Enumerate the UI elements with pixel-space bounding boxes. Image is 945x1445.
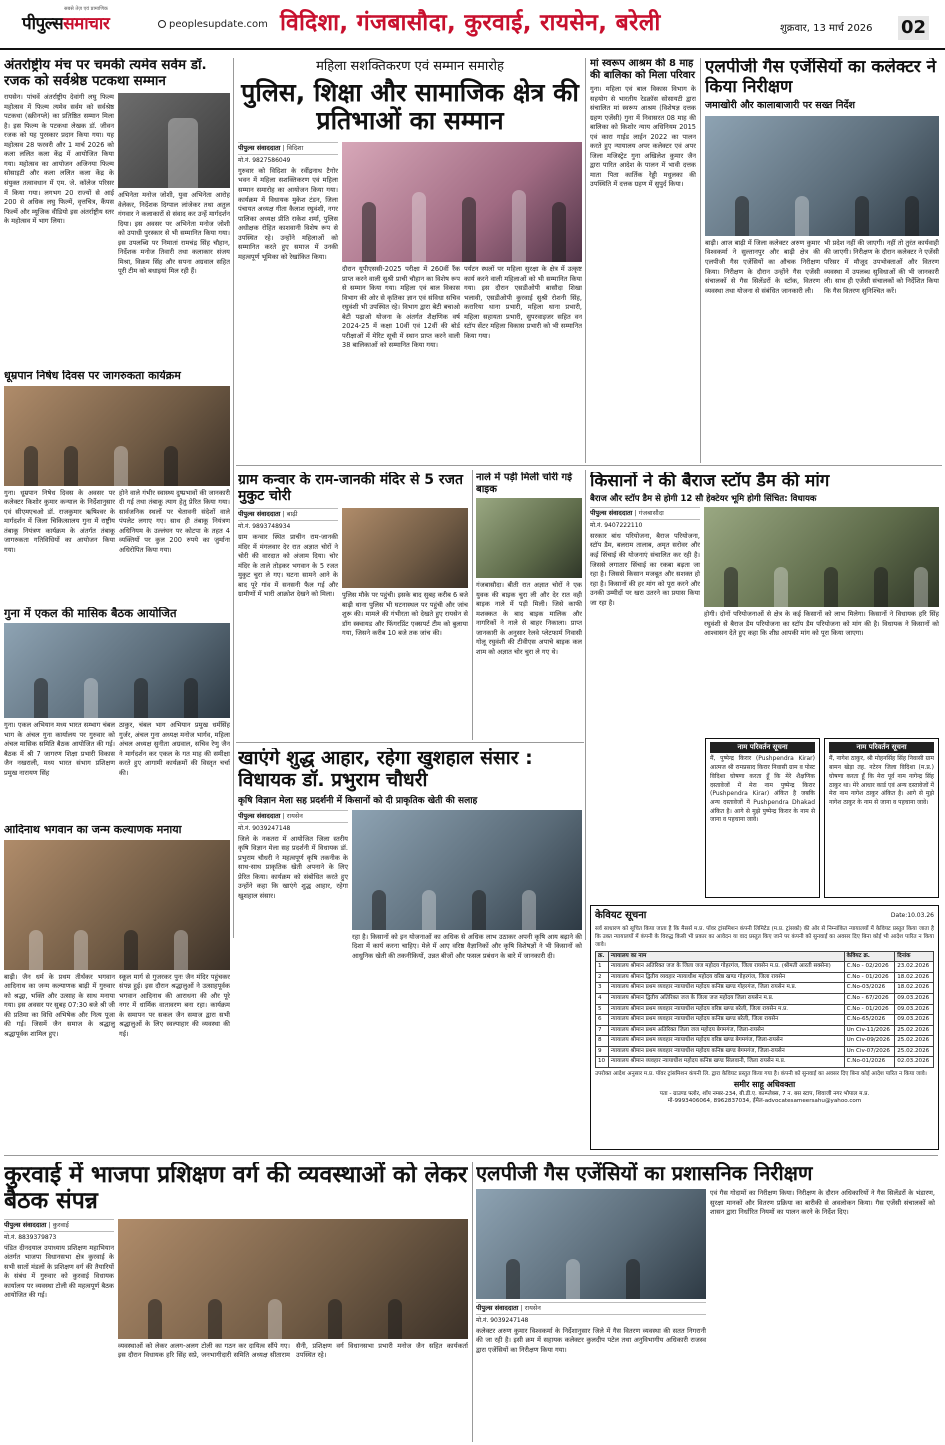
caveat-title: केवियट सूचना: [595, 910, 647, 921]
story-body: जिले के नकतरा में आयोजित जिला स्तरीय कृषि विज्ञान मेला सह प्रदर्शनी में विधायक डॉ. प्रभुराम चौधरी ने महत्वपूर्ण कृषि तकनीक के साथ-साथ प्राकृतिक खेती अपनाने के लिए प्रेरित किया। कार्यक्रम को संबोधित करते हुए उन्होंने कहा कि खाएंगे शुद्ध आहार, रहेगा खुशहाल संसार।: [238, 834, 348, 900]
table-cell: 10: [596, 1057, 609, 1068]
byline-place: रायसेन: [286, 811, 303, 820]
caveat-notice: [590, 905, 939, 1150]
table-cell: C.No - 01/2026: [844, 1004, 895, 1015]
award-ceremony-photo: [342, 142, 582, 262]
story-film-award: [4, 58, 230, 363]
logo-tagline: सबसे तेज़ एवं प्रामाणिक: [64, 6, 108, 12]
table-row: [596, 972, 934, 983]
mobile-number: मो.नं. 9407222110: [590, 521, 643, 529]
name-change-notice-2: [824, 738, 939, 898]
issue-date: शुक्रवार, 13 मार्च 2026: [780, 23, 873, 34]
logo-word-1: पीपुल्स: [22, 13, 64, 34]
byline-place: बाढ़ी: [286, 510, 298, 519]
byline-name: पीपुल्स संवाददाता: [590, 509, 633, 518]
table-row: [596, 1046, 934, 1057]
table-cell: Un Civ-11/2026: [844, 1025, 895, 1036]
byline: पीपुल्स संवाददाता | रायसेन: [476, 1302, 706, 1315]
table-row: [596, 994, 934, 1005]
story-body-cont: पुलिस मौके पर पहुंची। इसके बाद सुबह करीब 6 बजे बाढ़ी थाना पुलिस भी घटनास्थल पर पहुंची और जांच शुरू की। मामले की गंभीरता को देखते हुए रायसेन से डॉग स्क्वायड और फिंगरप्रिंट एक्सपर्ट टीम को बुलाया गया, जिसने करीब 10 बजे तक जांच की।: [342, 591, 468, 638]
table-row: [596, 1036, 934, 1047]
headline: कुरवाई में भाजपा प्रशिक्षण वर्ग की व्यवस्थाओं को लेकर बैठक संपन्न: [4, 1162, 468, 1215]
table-cell: 18.02.2026: [895, 983, 934, 994]
byline: पीपुल्स संवाददाता | कुरवाई: [4, 1219, 114, 1232]
table-cell: 18.02.2026: [895, 972, 934, 983]
row-rule: [236, 742, 584, 743]
table-cell: 25.02.2026: [895, 1036, 934, 1047]
table-row: [596, 962, 934, 973]
table-row: [596, 1015, 934, 1026]
table-cell: Un Civ-09/2026: [844, 1036, 895, 1047]
mobile-number: मो.नं. 8839379873: [4, 1233, 57, 1241]
notice-title: नाम परिवर्तन सूचना: [829, 742, 934, 753]
byline-name: पीपुल्स संवाददाता: [476, 1304, 519, 1312]
story-body-cont: रहा है। किसानों को इन योजनाओं का अधिक से अधिक लाभ उठाकर अपनी कृषि आय बढ़ाने की दिशा में कार्य करना चाहिए। मेले में आए वरिष्ठ वैज्ञानिकों और कृषि विशेषज्ञों ने भी किसानों को आधुनिक खेती की तकनीकियों, उन्नत बीजों और फसल प्रबंधन के बारे में जानकारी दी।: [352, 932, 582, 960]
notice-body: मैं, नागेश ठाकुर, श्री मोहनसिंह सिंह निवासी ग्राम बामन खेड़ा तह. नटेरन जिला विदिशा (म.प्र.) घोषणा करता हूँ कि मेरा पूर्व नाम नागेन्द्र सिंह ठाकुर था। मेरे आधार कार्ड एवं अन्य दस्तावेजों में मेरा नाम नागेश ठाकुर अंकित है। आगे से मुझे नागेश ठाकुर के नाम से जाना व पहचाना जावे।: [829, 755, 934, 806]
caveat-intro: सर्व साधारण को सूचित किया जाता है कि मैसर्स म.प्र. पॉवर ट्रांसमिशन कंपनी लिमिटेड (म.प्र. ट्रांसको) की ओर से निम्नांकित न्यायालयों में केवियट प्रस्तुत किया जाता है कि उक्त न्यायालयों में कंपनी के विरुद्ध किसी भी प्रकार का आवेदन या वाद प्रस्तुत किए जाने पर कंपनी को सुनवाई का अवसर दिए बिना कोई भी आदेश पारित न किया जावे।: [595, 925, 934, 948]
table-cell: न्यायालय श्रीमान प्रथम व्यवहार न्यायाधीश महोदय कनिष्ठ खण्ड गोहरगंज, जिला रायसेन म.प्र.: [608, 983, 844, 994]
table-cell: 9: [596, 1046, 609, 1057]
table-cell: 5: [596, 1004, 609, 1015]
story-farmers-demand: [590, 472, 939, 732]
byline-name: पीपुल्स संवाददाता: [238, 510, 281, 519]
table-cell: 4: [596, 994, 609, 1005]
table-cell: न्यायालय श्रीमान प्रथम व्यवहार न्यायाधीश महोदय कनिष्ठ खण्ड बेगमगंज, जिला-रायसेन: [608, 1046, 844, 1057]
table-row: [596, 1004, 934, 1015]
masthead: [0, 0, 945, 50]
table-cell: न्यायालय श्रीमान प्रथम अतिरिक्त जिला जज महोदय बेगमगंज, जिला-रायसेन: [608, 1025, 844, 1036]
story-bike-found: [476, 472, 582, 740]
table-cell: 09.03.2026: [895, 994, 934, 1005]
column-rule: [472, 470, 473, 740]
table-cell: C.No-03/2026: [844, 983, 895, 994]
inspection-photo: [705, 116, 939, 236]
table-cell: न्यायालय श्रीमान द्वितीय अतिरिक्त जज के जिला जज महोदय जिला रायसेन म.प्र.: [608, 994, 844, 1005]
story-body: सरकार बांध परियोजना, बैराज परियोजना, स्टॉप डैम, बलराम तालाब, अमृत सरोवर और कई सिंचाई की योजनाएं संचालित कर रही है। जिससे लगातार सिंचाई का रकबा बढ़ता जा रहा है। जिससे किसान मजबूत और सशक्त हो रहा है। किसानों की हर मांग को पूरा करने और उनकी उम्मीदों पर खरा उतरने का प्रयास किया जा रहा है।: [590, 531, 700, 607]
story-adinath: [4, 824, 230, 1149]
table-row: [596, 1025, 934, 1036]
mobile-number: मो.नं. 9039247148: [476, 1316, 529, 1324]
table-cell: 2: [596, 972, 609, 983]
table-cell: 8: [596, 1036, 609, 1047]
mobile-number: मो.नं. 9893748934: [238, 522, 291, 530]
byline: पीपुल्स संवाददाता | विदिशा: [238, 142, 338, 155]
advocate-contact: मो-9993406064, 8962837034, ईमेल-advocatesameersahu@yahoo.com: [667, 1098, 862, 1105]
website-text: peoplesupdate.com: [169, 19, 268, 30]
globe-icon: [158, 20, 166, 28]
table-row: [596, 1057, 934, 1068]
table-cell: 1: [596, 962, 609, 973]
story-bjp-training: [4, 1162, 468, 1442]
farmers-photo: [704, 507, 939, 607]
award-photo: [118, 93, 230, 188]
byline-place: गंजबासौदा: [638, 509, 664, 518]
row-rule: [4, 1155, 938, 1156]
subhead: बैराज और स्टॉप डैम से होगी 12 सौ हेक्टेयर भूमि होगी सिंचित: विधायक: [590, 493, 817, 504]
headline: आदिनाथ भगवान का जन्म कल्याणक मनाया: [4, 824, 182, 836]
story-body-cont: होगी। दोनों परियोजनाओं से क्षेत्र के कई किसानों को लाभ मिलेगा। किसानों ने विधायक हरि सिंह रघुवंशी से बैराज डैम परियोजना का स्टॉप डैम परियोजना को मांग की है। विधायक ने किसानों को आश्वासन देते हुए कहा कि शीघ्र आपकी मांग को पूरा किया जाएगा।: [704, 610, 939, 638]
caveat-footer: उपरोक्त आदेश अनुसार म.प्र. पॉवर ट्रांसमिशन कंपनी लि. द्वारा केवियट प्रस्तुत किया गया है। कंपनी को सुनवाई का अवसर दिए बिना कोई आदेश पारित न किया जावे।: [595, 1070, 927, 1077]
byline-name: पीपुल्स संवाददाता: [238, 811, 281, 820]
caveat-table: [595, 951, 934, 1068]
advocate-address: पता - ग्राउण्ड फ्लोर, शॉप नम्बर-234, बी.डी.ए. काम्प्लेक्स, 7 न. बस स्टाप, शिवाजी नगर भोपाल म.प्र.: [659, 1090, 870, 1097]
advocate-name: समीर साहू अधिवक्ता: [733, 1079, 796, 1089]
story-body: गुना। एकल अभियान मध्य भारत सम्भाग चंबल भाग के अंचल गुना कार्यालय पर गुरुवार को अंचल मासिक समिति बैठक आयोजित की गई। बैठक में श्री 7 जागरण शिक्षा प्रभारी विकास जैन नखराली, मध्य भारत संभाग प्रशिक्षण प्रमुख नारायण सिंह: [4, 721, 115, 777]
story-body-cont: होने वाले गंभीर स्वास्थ्य दुष्प्रभावों की जानकारी दी गई तथा तंबाकू त्याग हेतु प्रेरित किया गया। सार्वजनिक स्थलों पर चेतावनी संदेशों वाले पंपलेट लगाए गए। साथ ही तंबाकू नियंत्रण अधिनियम के उल्लंघन पर कोटपा के तहत 4 व्यक्तियों पर कुल 200 रुपये का जुर्माना अधिरोपित किया गया।: [119, 488, 230, 554]
headline: मां स्वरूप आश्रम की 8 माह की बालिका को मिला परिवार: [590, 58, 695, 81]
story-body-cont: दौरान यूपीएससी-2025 परीक्षा में 260वीं रैंक प्राप्त करने वाली सुश्री प्राची चौहान का विशेष रूप से सम्मान किया गया। महिला एवं बाल विकास विभाग की ओर से कृतिका ज्ञान एवं संविधा सचिव रघुवंशी भी उपस्थित रहे। विभाग द्वारा बेटी बचाओ बेटी पढ़ाओ योजना के अंतर्गत शैक्षणिक वर्ष 2024-25 में कक्षा 10वीं एवं 12वीं की बोर्ड परीक्षाओं में मेरिट सूची में स्थान प्राप्त करने वाली 38 बालिकाओं को सम्मानित किया गया।: [342, 265, 460, 350]
column-rule: [472, 1162, 473, 1442]
table-cell: 02.03.2026: [895, 1057, 934, 1068]
story-body: गुरुवार को विदिशा के रवींद्रनाथ टैगोर भवन में महिला सशक्तिकरण एवं महिला सम्मान समारोह का आयोजन किया गया। कार्यक्रम में विधायक मुकेश टंडन, जिला पंचायत अध्यक्ष गीता कैलाश रघुवंशी, नगर पालिका अध्यक्ष प्रीति राकेश शर्मा, पुलिस अधीक्षक रोहित काशवानी विशेष रूप से उपस्थित रहे। उन्होंने महिलाओं को सम्मानित करते हुए समाज में उनकी महत्वपूर्ण भूमिका को रेखांकित किया।: [238, 166, 338, 261]
logo-wordmark: [22, 13, 150, 36]
awareness-photo: [4, 386, 230, 486]
byline: पीपुल्स संवाददाता | रायसेन: [238, 810, 348, 823]
temple-photo: [342, 508, 468, 588]
headline: किसानों ने की बैराज स्टॉप डैम की मांग: [590, 472, 830, 491]
table-cell: C.No - 67/2026: [844, 994, 895, 1005]
story-temple-theft: [238, 472, 468, 740]
byline-name: पीपुल्स संवाददाता: [238, 144, 281, 153]
table-row: [596, 983, 934, 994]
section-title: विदिशा, गंजबासौदा, कुरवाई, रायसेन, बरेली: [280, 10, 661, 36]
story-body: कलेक्टर अरुण कुमार विश्वकर्मा के निर्देशानुसार जिले में गैस वितरण व्यवस्था की सतत निगरानी की जा रही है। इसी क्रम में सहायक कलेक्टर कुलदीप पटेल तथा अनुविभागीय अधिकारी राजस्व द्वारा एजेंसियों का निरीक्षण किया गया।: [476, 1326, 706, 1354]
notice-body: मैं, पुष्पेन्द्र किरार (Pushpendra Kirar) आत्मज श्री रामप्रसाद किरार निवासी ग्राम व पोस्ट विदिशा घोषणा करता हूँ कि मेरे शैक्षणिक दस्तावेजों में मेरा नाम पुष्पेन्द्र किरार (Pushpendra Kirar) अंकित है जबकि अन्य दस्तावेजों में Pushpendra Dhakad अंकित है। आगे से मुझे पुष्पेन्द्र किरार के नाम से जाना व पहचाना जावे।: [710, 755, 816, 824]
lead-story: [238, 58, 582, 462]
mobile-number: मो.नं. 9827586049: [238, 156, 291, 164]
table-cell: 09.03.2026: [895, 1015, 934, 1026]
table-cell: न्यायालय श्रीमान प्रथम व्यवहार न्यायाधीश महोदय वरिष्ठ खण्ड बेगमगंज, जिला-रायसेन: [608, 1036, 844, 1047]
meeting-photo: [4, 623, 230, 718]
agri-fair-photo: [352, 810, 582, 930]
caveat-header-cell: न्यायालय का नाम: [608, 951, 844, 962]
kicker: महिला सशक्तिकरण एवं सम्मान समारोह: [316, 59, 504, 74]
story-body-cont: स्कूल मार्ग से गुजरकर पुनः जैन मंदिर पहुंचकर संपन्न हुई। इस दौरान श्रद्धालुओं ने उत्साहपूर्वक भगवान आदिनाथ की आराधना की और पूरे नगर में धार्मिक वातावरण बना रहा। कार्यक्रम के समापन पर सकल जैन समाज द्वारा सभी श्रद्धालुओं के लिए स्वल्पाहार की व्यवस्था की गई।: [119, 972, 230, 1038]
table-cell: 3: [596, 983, 609, 994]
story-adoption: [590, 58, 696, 462]
story-lpg-admin-inspection: [476, 1162, 939, 1442]
caveat-header-cell: केवियट क्र.: [844, 951, 895, 962]
table-cell: C.No - 01/2026: [844, 972, 895, 983]
caveat-date: Date:10.03.26: [890, 911, 934, 919]
row-rule: [236, 465, 942, 466]
story-ekal-meeting: [4, 607, 230, 817]
story-body: बाढ़ी। जैन धर्म के प्रथम तीर्थंकर भगवान आदिनाथ का जन्म कल्याणक बाढ़ी में गुरुवार को श्रद्धा, भक्ति और उत्साह के साथ मनाया गया। इस अवसर पर सुबह 07:30 बजे श्री जी की प्रतिमा का विधि अभिषेक और नित्य पूजा की गई। जिसमें जैन समाज के श्रद्धालु श्रद्धापूर्वक शामिल हुए।: [4, 972, 115, 1038]
story-body: गंजबासौदा। बीती रात अज्ञात चोरों ने एक युवक की बाइक चुरा ली और देर रात वही बाइक नाले में पड़ी मिली। जिसे काफी मशक्कत के बाद बाइक मालिक और नागरिकों ने नाले से बाहर निकाला। प्राप्त जानकारी के अनुसार रेलवे प्लेटफार्म निवासी गोलू रघुवंशी की टीवीएस अपाचे बाइक कल शाम को अज्ञात चोर चुरा ले गए थे।: [476, 581, 582, 656]
story-agri-fair: [238, 748, 582, 1150]
notice-title: नाम परिवर्तन सूचना: [710, 742, 815, 753]
story-body-cont-2: पर्यटन स्थलों पर महिला सुरक्षा के क्षेत्र में उत्कृष्ट कार्य करने वाली महिलाओं को भी सम्मानित किया गया। इस दौरान एसडीओपी बासौदा शिखा भलावी, एसडीओपी कुरवाई सुश्री रोशनी सिंह, करारिया थाना प्रभारी, महिला थाना प्रभारी, महिला सहायता प्रभारी, सुपरवाइजर सहित वन स्टॉप सेंटर महिला विकास प्रभारी को भी सम्मानित किया गया।: [464, 265, 582, 340]
table-cell: 6: [596, 1015, 609, 1026]
table-cell: 7: [596, 1025, 609, 1036]
headline: एलपीजी गैस एजेंसियों का कलेक्टर ने किया निरीक्षण: [705, 58, 937, 97]
table-cell: न्यायालय श्रीमान द्वितीय व्यवहार न्यायाधीश महोदय वरिष्ठ खण्ड गोहरगंज, जिला रायसेन: [608, 972, 844, 983]
story-lpg-inspection: [705, 58, 939, 462]
table-cell: न्यायालय श्रीमान प्रथम व्यवहार न्यायाधीश महोदय वरिष्ठ खण्ड बरेली, जिला रायसेन म.प्र.: [608, 1004, 844, 1015]
table-cell: 25.02.2026: [895, 1025, 934, 1036]
story-body-cont: अभिनेता मनोज जोशी, युवा अभिनेता आरोह वेलेकर, निर्देशक दिग्पाल लांजेकर तथा अतुल गंगवार ने कलाकारों से संवाद कर उन्हें मार्गदर्शन दिया। इस अवसर पर अभिनेता मनोज जोशी को उपाधी पुरस्कार से भी सम्मानित किया गया। इस उपलब्धि पर निमातां रामचंद्र सिंह चौहान, निर्देशक मनोज तिवारी तथा कलाकार संजय मिश्रा, विक्रम सिंह और सपना अग्रवाल सहित पूरी टीम को बधाइयां मिल रही हैं।: [118, 191, 230, 276]
table-cell: 23.02.2026: [895, 962, 934, 973]
byline-place: कुरवाई: [52, 1220, 69, 1229]
byline: पीपुल्स संवाददाता | गंजबासौदा: [590, 507, 700, 520]
table-cell: 25.02.2026: [895, 1046, 934, 1057]
byline-place: रायसेन: [524, 1304, 541, 1312]
table-cell: न्यायालय श्रीमान व्यवहार न्यायाधीश महोदय कनिष्ठ खण्ड सिलवानी, जिला रायसेन म.प्र.: [608, 1057, 844, 1068]
table-cell: C.No-65/2026: [844, 1015, 895, 1026]
caveat-header-cell: दिनांक: [895, 951, 934, 962]
story-anti-smoking: [4, 370, 230, 600]
subhead: जमाखोरी और कालाबाजारी पर सख्त निर्देश: [705, 100, 855, 112]
caveat-header-cell: क्र.: [596, 951, 609, 962]
training-meeting-photo: [118, 1219, 468, 1339]
story-body-cont: भी प्रदेश नहीं की जाएगी। नहीं तो तुरंत कार्यवाही की जाएगी। निरीक्षण के दौरान कलेक्टर ने एजेंसी परिसर में मौजूद उपभोक्ताओं और वितरण व्यवस्था में उपलब्ध सुविधाओं की भी जानकारी ली। साथ ही एजेंसी संचालकों को निर्देशित किया कि गैस वितरण सुनिश्चित करें।: [824, 238, 939, 295]
column-rule: [585, 58, 586, 463]
story-body: ग्राम कन्वार स्थित प्राचीन राम-जानकी मंदिर में मंगलवार देर रात अज्ञात चोरों ने चोरी की वारदात को अंजाम दिया। चोर मंदिर के ताले तोड़कर भगवान के 5 रजत मुकुट चुरा ले गए। घटना सामने आने के बाद पूरे गांव में सनसनी फैल गई और ग्रामीणों में भारी आक्रोश देखने को मिला।: [238, 533, 338, 599]
headline: खाएंगे शुद्ध आहार, रहेगा खुशहाल संसार : विधायक डॉ. प्रभुराम चौधरी: [238, 748, 533, 791]
story-body-cont: ठाकुर, चंबल भाग अभियान प्रमुख धर्मसिंह गुर्जर, अंचल गुना अध्यक्ष मनोज भार्गव, महिला अंचल अध्यक्ष सुनीता अग्रवाल, सचिव रेणु जैन ने मार्गदर्शन कर एकल के गत माह की समीक्षा करते हुए आगामी कार्यक्रमों की विस्तृत चर्चा की।: [119, 721, 230, 777]
headline: पुलिस, शिक्षा और सामाजिक क्षेत्र की प्रतिभाओं का सम्मान: [241, 77, 579, 136]
newspaper-logo: [22, 6, 150, 40]
table-cell: C.No-01/2026: [844, 1057, 895, 1068]
story-body-cont: व्यवस्थाओं को लेकर अलग-अलग टोली का गठन कर दायित्व सौंपे गए। इस दौरान विधायक हरि सिंह सप्रे, जनभागीदारी समिति अध्यक्ष सीताराम सैनी, प्रशिक्षण वर्ग विधानसभा प्रभारी मनोज जैन सहित कार्यकर्ता उपस्थित रहे।: [118, 1341, 468, 1360]
column-rule: [233, 58, 234, 938]
gas-agency-photo: [476, 1189, 706, 1299]
headline: ग्राम कन्वार के राम-जानकी मंदिर से 5 रजत मुकुट चोरी: [238, 472, 463, 505]
table-cell: Un Civ-07/2026: [844, 1046, 895, 1057]
byline-place: विदिशा: [286, 144, 304, 153]
story-body: पंडित दीनदयाल उपाध्याय प्रशिक्षण महाभियान अंतर्गत भाजपा विधानसभा क्षेत्र कुरवाई के सभी सातों मंडलों के प्रशिक्षण वर्ग की तैयारियों के संबंध में गुरुवार को कुरवाई विधायक कार्यालय पर व्यवस्था टोली की महत्वपूर्ण बैठक आयोजित की गई।: [4, 1243, 114, 1300]
table-cell: न्यायालय श्रीमान प्रथम व्यवहार न्यायाधीश महोदय कनिष्ठ खण्ड बरेली, जिला रायसेन: [608, 1015, 844, 1026]
story-body-cont: एवं गैस गोदामों का निरीक्षण किया। निरीक्षण के दौरान अधिकारियों ने गैस सिलेंडरों के भंडारण, सुरक्षा मानकों और वितरण प्रक्रिया का बारीकी से अवलोकन किया। गैस एजेंसी संचालकों को शासन द्वारा निर्धारित नियमों का पालन करने के निर्देश दिए।: [710, 1189, 935, 1217]
headline: धूम्रपान निषेध दिवस पर जागरुकता कार्यक्रम: [4, 370, 181, 382]
subhead: कृषि विज्ञान मेला सह प्रदर्शनी में किसानों को दी प्राकृतिक खेती की सलाह: [238, 795, 478, 806]
byline-name: पीपुल्स संवाददाता: [4, 1220, 47, 1229]
mobile-number: मो.नं. 9039247148: [238, 824, 291, 832]
headline: नाले में पड़ी मिली चोरी गई बाइक: [476, 472, 573, 495]
headline: अंतर्राष्ट्रीय मंच पर चमकी त्यमेव सर्वम डॉ. रजक को सर्वश्रेष्ठ पटकथा सम्मान: [4, 58, 207, 89]
bike-photo: [476, 498, 582, 578]
headline: एलपीजी गैस एजेंसियों का प्रशासनिक निरीक्षण: [476, 1162, 813, 1185]
byline: पीपुल्स संवाददाता | बाढ़ी: [238, 508, 338, 521]
name-change-notice-1: [705, 738, 820, 898]
page-number: 02: [898, 16, 929, 40]
website-link[interactable]: [158, 18, 268, 32]
story-body: गुना। धूम्रपान निषेध दिवस के अवसर पर कलेक्टर किशोर कुमार कन्याल के निर्देशानुसार एवं सीएमएचओ डॉ. राजकुमार ऋषिश्वर के मार्गदर्शन में जिला चिकित्सालय गुना में राष्ट्रीय तंबाकू नियंत्रण कार्यक्रम के अंतर्गत तंबाकू जागरुकता गतिविधियों का आयोजन किया गया।: [4, 488, 115, 554]
table-cell: न्यायालय श्रीमान अतिरिक्त जज के जिला जज महोदय गोहरगंज, जिला रायसेन म.प्र. (श्रीमती आरती सक्सेना): [608, 962, 844, 973]
procession-photo: [4, 840, 230, 970]
column-rule: [585, 470, 586, 940]
story-body: रायसेन। पांचवें अंतर्राष्ट्रीय देवांगी लघु फिल्म महोत्सव में फिल्म त्यमेव सर्वम को सर्वश्रेष्ठ पटकथा (स्क्रीनप्ले) का प्रतिष्ठित सम्मान मिला है। इस फिल्म के पटकथा लेखक डॉ. जीवन रजक को यह पुरस्कार प्रदान किया गया। यह महोत्सव 28 फरवरी और 1 मार्च 2026 को कला ललित कला केंद्र में आयोजित किया गया। महोत्सव का आयोजन अजिनया फिल्म सोसाइटी और कला ललित कला केंद्र के संयुक्त तत्वावधान में एम. जे. कॉलेज परिसर में किया गया। लगभग 20 राज्यों से आई 200 से अधिक लघु फिल्में, वृत्तचित्र, कैंपस फिल्में और म्यूजिक वीडियो इस अंतर्राष्ट्रीय स्तर के महोत्सव में भाग लिया।: [4, 93, 114, 226]
story-body: बाढ़ी। आज बाढ़ी में जिला कलेक्टर अरुण कुमार विश्वकर्मा ने सुल्तानपुर और बाढ़ी क्षेत्र की एलपीजी गैस एजेंसियों का औचक निरीक्षण किया। निरीक्षण के दौरान उन्होंने गैस एजेंसी संचालकों से गैस सिलेंडरों के स्टॉक, वितरण व्यवस्था तथा योजना से संबंधित जानकारी ली।: [705, 238, 820, 295]
column-rule: [700, 58, 701, 463]
table-cell: C.No - 02/2026: [844, 962, 895, 973]
headline: गुना में एकल की मासिक बैठक आयोजित: [4, 607, 177, 620]
table-cell: 09.03.2026: [895, 1004, 934, 1015]
story-body: गुना। महिला एवं बाल विकास विभाग के सहयोग से भारतीय रेडक्रॉस सोसायटी द्वारा संचालित मां स्वरूप आश्रम (विशेषज्ञ दत्तक ग्रहण एजेंसी) गुना में निवासरत 08 माह की बालिका को किशोर न्याय अधिनियम 2015 एवं कारा गाईड लाईन 2022 का पालन करते हुए न्यायालय अपर कलेक्टर एवं अपर जिला मजिस्ट्रेट गुना अखिलेश कुमार जैन द्वारा पारित आदेश के पालन में भावी दत्तक माता पिता कार्तिक रेड्डी मधुलका की उपस्थिति में दत्तक ग्रहण में सुपुर्द किया।: [590, 85, 696, 189]
logo-word-2: समाचार: [63, 13, 110, 34]
